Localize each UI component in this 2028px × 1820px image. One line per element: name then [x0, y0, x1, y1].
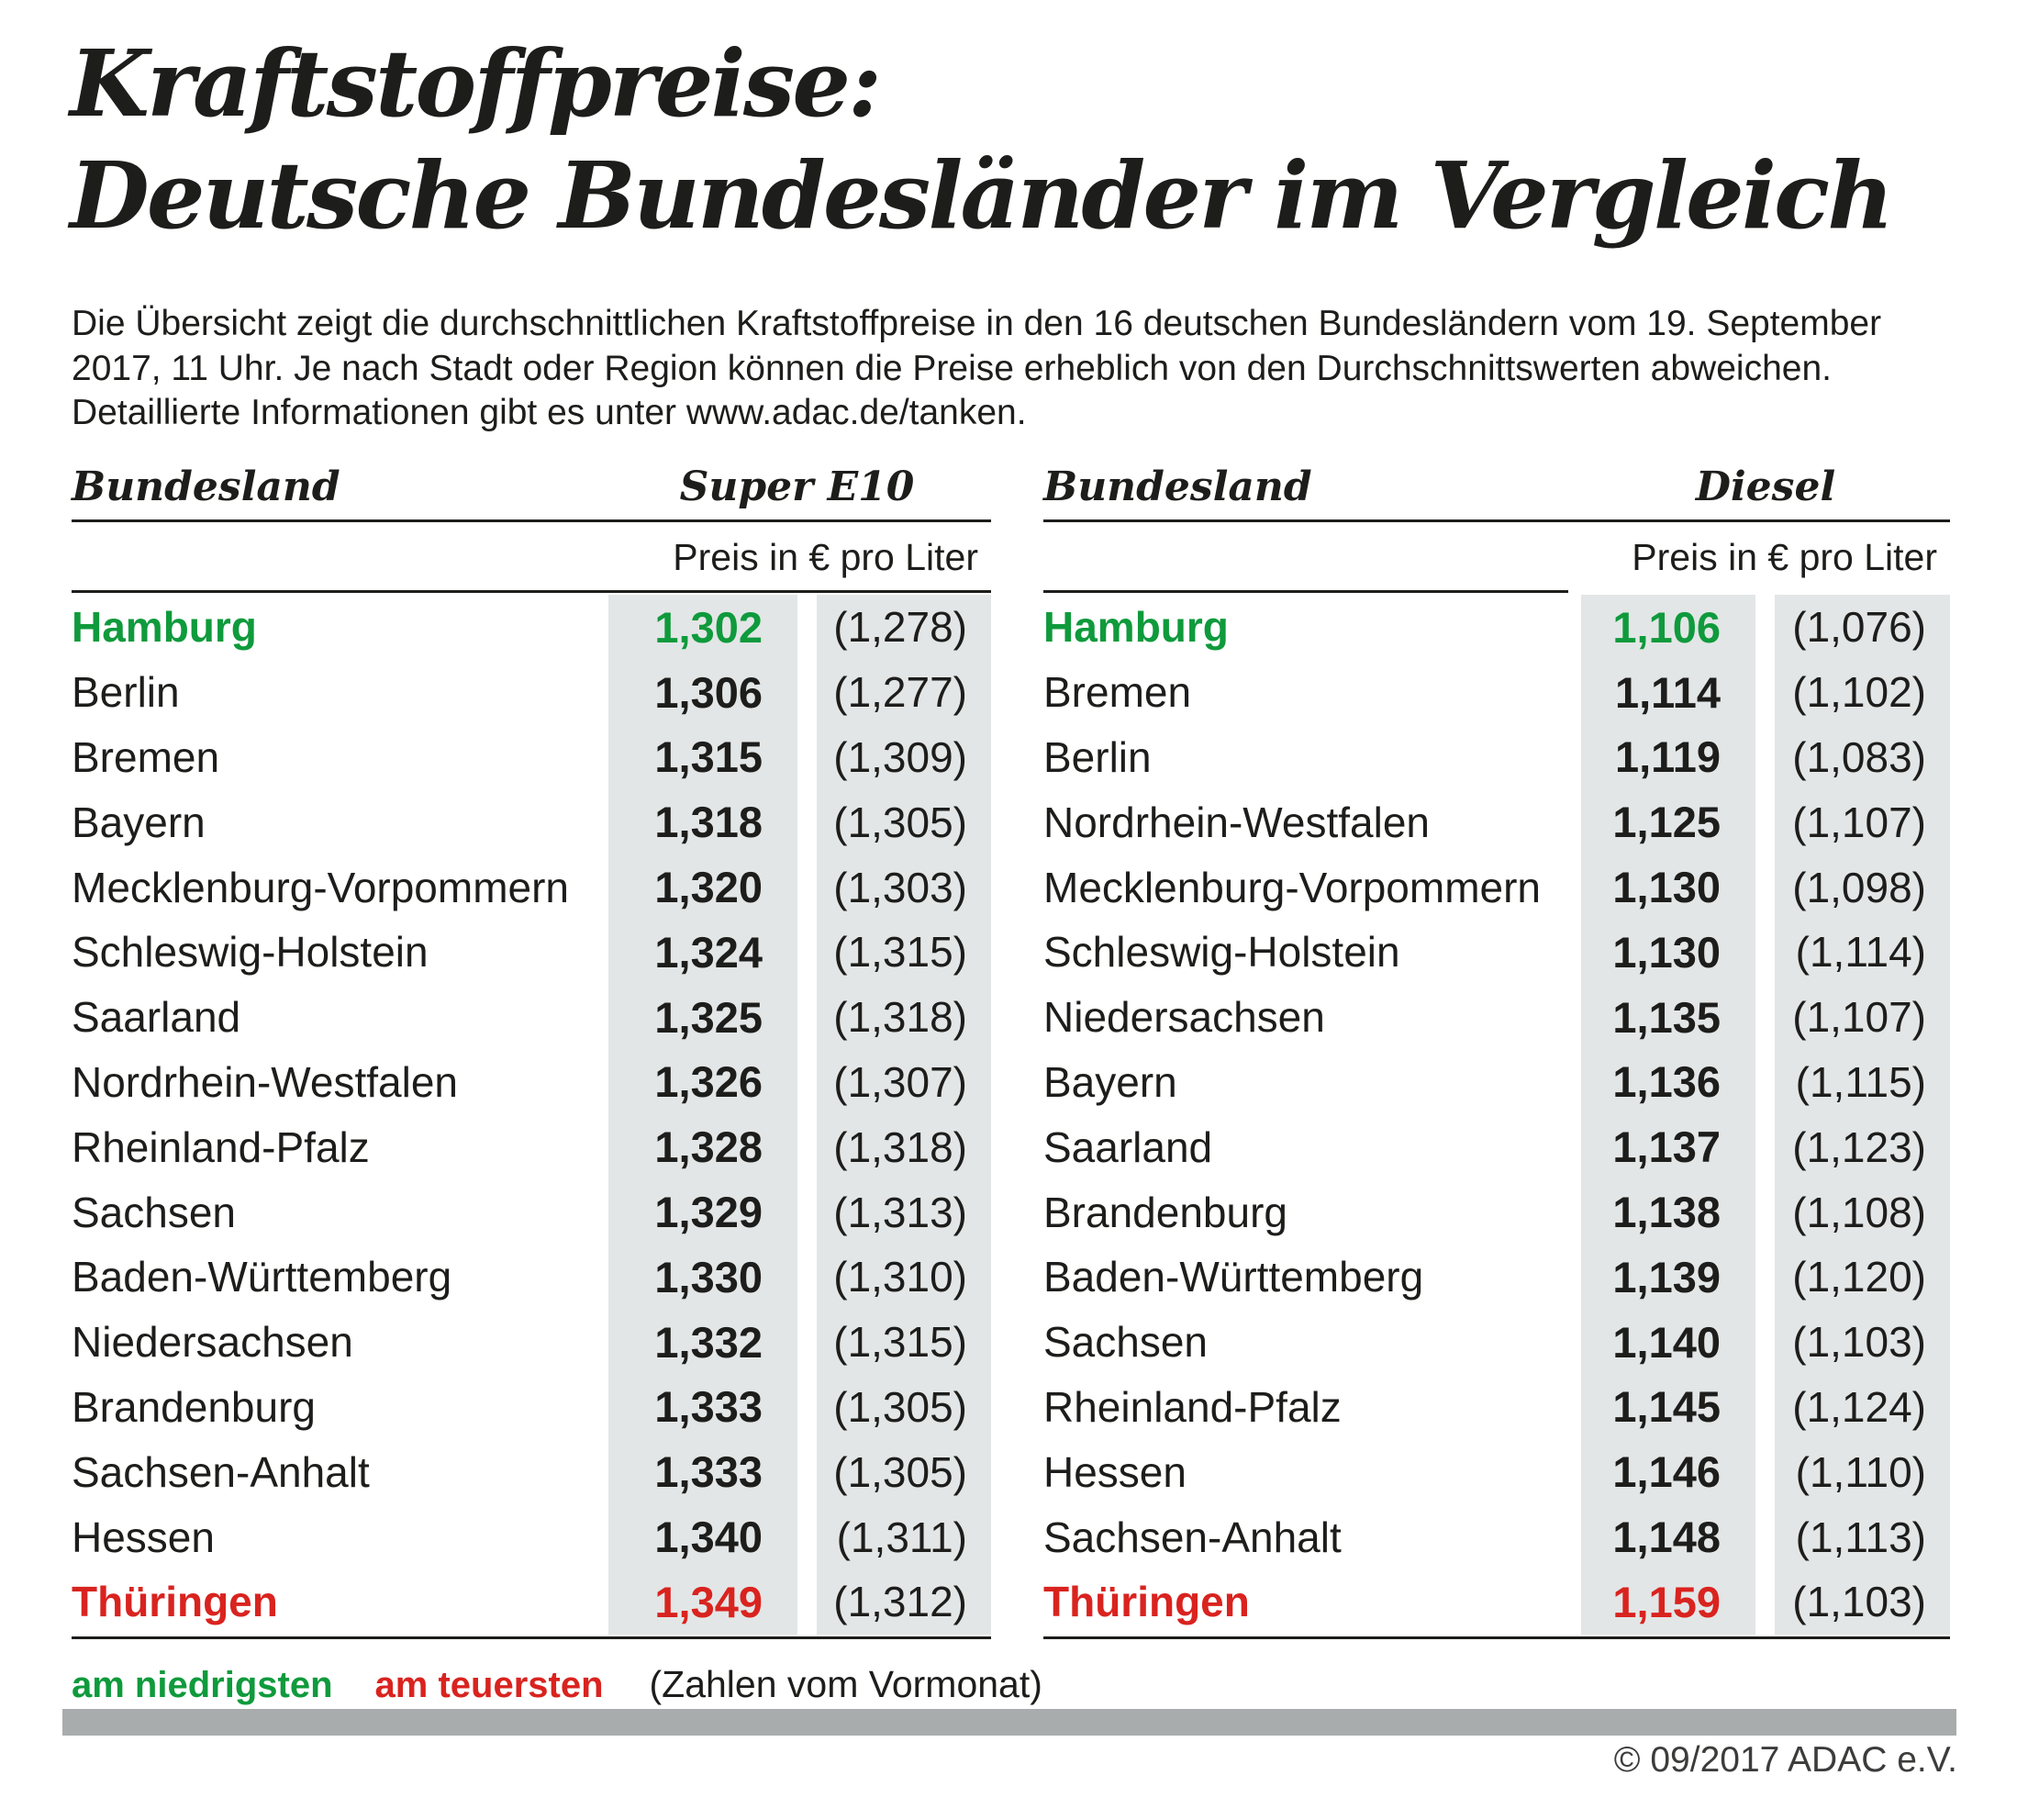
table-row: [1043, 985, 1950, 1050]
price-previous: (1,307): [817, 1050, 991, 1115]
super-e10-table: [72, 0, 991, 1820]
state-name: Sachsen: [1043, 1318, 1209, 1367]
page-title-line2: Deutsche Bundesländer im Vergleich: [70, 141, 1892, 250]
state-name: Bayern: [1043, 1057, 1177, 1106]
table-row: [72, 789, 991, 854]
price-current: 1,320: [608, 854, 797, 920]
bottom-rule: [1043, 1636, 1950, 1639]
table-row: [1043, 1569, 1950, 1635]
state-name: Berlin: [1043, 732, 1152, 781]
state-name: Baden-Württemberg: [1043, 1253, 1424, 1301]
table-row: [1043, 920, 1950, 985]
table-row: [1043, 1179, 1950, 1245]
table-row: [72, 920, 991, 985]
state-name: Nordrhein-Westfalen: [1043, 798, 1431, 846]
price-previous: (1,318): [817, 985, 991, 1050]
price-previous: (1,305): [817, 1375, 991, 1440]
unit-label: Preis in € pro Liter: [673, 536, 978, 578]
price-current: 1,302: [608, 595, 797, 660]
table-row: [1043, 660, 1950, 725]
table-row: [72, 1569, 991, 1635]
table-row: [72, 1179, 991, 1245]
price-current: 1,306: [608, 660, 797, 725]
state-name: Saarland: [72, 993, 241, 1042]
state-name: Hamburg: [72, 603, 257, 652]
price-current: 1,114: [1581, 660, 1755, 725]
table-row: [72, 1114, 991, 1179]
price-current: 1,136: [1581, 1050, 1755, 1115]
table-row: [1043, 1504, 1950, 1569]
subheader-rule: [72, 590, 991, 593]
table-row: [1043, 1050, 1950, 1115]
diesel-rows: [1043, 595, 1950, 1635]
copyright-text: © 09/2017 ADAC e.V.: [1613, 1740, 1957, 1780]
price-current: 1,318: [608, 789, 797, 854]
legend-highest: am teuersten: [374, 1665, 604, 1705]
price-previous: (1,103): [1775, 1310, 1950, 1375]
price-previous: (1,315): [817, 1310, 991, 1375]
table-row: [72, 660, 991, 725]
price-current: 1,333: [608, 1439, 797, 1504]
price-current: 1,125: [1581, 789, 1755, 854]
table-row: [1043, 595, 1950, 660]
state-name: Sachsen-Anhalt: [1043, 1513, 1342, 1561]
state-name: Brandenburg: [1043, 1188, 1287, 1236]
price-current: 1,325: [608, 985, 797, 1050]
state-name: Schleswig-Holstein: [1043, 928, 1400, 977]
table-row: [72, 1310, 991, 1375]
state-name: Brandenburg: [72, 1382, 316, 1431]
price-current: 1,139: [1581, 1245, 1755, 1310]
legend-note: (Zahlen vom Vormonat): [649, 1663, 1042, 1705]
state-name: Saarland: [1043, 1122, 1213, 1171]
price-current: 1,146: [1581, 1439, 1755, 1504]
price-previous: (1,124): [1775, 1375, 1950, 1440]
state-name: Bremen: [1043, 668, 1192, 717]
price-previous: (1,108): [1775, 1179, 1950, 1245]
state-name: Mecklenburg-Vorpommern: [1043, 863, 1542, 911]
table-row: [1043, 1375, 1950, 1440]
price-current: 1,130: [1581, 920, 1755, 985]
price-current: 1,130: [1581, 854, 1755, 920]
price-previous: (1,115): [1775, 1050, 1950, 1115]
state-name: Hamburg: [1043, 603, 1229, 652]
state-name: Hessen: [72, 1513, 215, 1561]
super-e10-rows: [72, 595, 991, 1635]
column-header-super-e10: Super E10: [679, 463, 915, 510]
price-previous: (1,310): [817, 1245, 991, 1310]
price-current: 1,328: [608, 1114, 797, 1179]
table-row: [72, 595, 991, 660]
price-previous: (1,313): [817, 1179, 991, 1245]
price-current: 1,326: [608, 1050, 797, 1115]
column-header-bundesland: Bundesland: [1043, 463, 1312, 510]
price-previous: (1,305): [817, 789, 991, 854]
column-header-bundesland: Bundesland: [72, 463, 340, 510]
price-current: 1,332: [608, 1310, 797, 1375]
price-current: 1,137: [1581, 1114, 1755, 1179]
state-name: Schleswig-Holstein: [72, 928, 429, 977]
price-previous: (1,102): [1775, 660, 1950, 725]
state-name: Mecklenburg-Vorpommern: [72, 863, 570, 911]
price-previous: (1,277): [817, 660, 991, 725]
table-row: [1043, 789, 1950, 854]
state-name: Rheinland-Pfalz: [1043, 1382, 1342, 1431]
price-previous: (1,312): [817, 1569, 991, 1635]
price-current: 1,145: [1581, 1375, 1755, 1440]
price-previous: (1,318): [817, 1114, 991, 1179]
legend-lowest: am niedrigsten: [72, 1665, 333, 1705]
bottom-rule: [72, 1636, 991, 1639]
state-name: Sachsen: [72, 1188, 237, 1236]
price-previous: (1,123): [1775, 1114, 1950, 1179]
price-current: 1,324: [608, 920, 797, 985]
state-name: Thüringen: [72, 1578, 278, 1626]
state-name: Niedersachsen: [72, 1318, 353, 1367]
unit-label: Preis in € pro Liter: [1632, 536, 1937, 578]
table-row: [72, 1439, 991, 1504]
divider-bar: [62, 1709, 1956, 1736]
state-name: Bremen: [72, 732, 220, 781]
state-name: Berlin: [72, 668, 180, 717]
table-row: [72, 985, 991, 1050]
header-rule: [1043, 519, 1950, 522]
price-previous: (1,107): [1775, 985, 1950, 1050]
table-row: [1043, 854, 1950, 920]
table-row: [1043, 1245, 1950, 1310]
intro-text: Die Übersicht zeigt die durchschnittlichen Kraftstoffpreise in den 16 deutschen Bundesländern vom 19. September 2017, 11 Uhr. Je nach Stadt oder Region können die Preise erheblich von den Durchschnittswerten abweichen. Detaillierte Informationen gibt es unter www.adac.de/tanken.: [72, 304, 1882, 432]
table-row: [1043, 1439, 1950, 1504]
table-row: [72, 1504, 991, 1569]
price-previous: (1,278): [817, 595, 991, 660]
state-name: Bayern: [72, 798, 206, 846]
price-previous: (1,309): [817, 725, 991, 790]
table-row: [72, 725, 991, 790]
price-previous: (1,103): [1775, 1569, 1950, 1635]
state-name: Sachsen-Anhalt: [72, 1447, 370, 1496]
price-previous: (1,083): [1775, 725, 1950, 790]
price-current: 1,333: [608, 1375, 797, 1440]
price-previous: (1,110): [1775, 1439, 1950, 1504]
table-row: [72, 1375, 991, 1440]
price-current: 1,315: [608, 725, 797, 790]
price-current: 1,140: [1581, 1310, 1755, 1375]
state-name: Niedersachsen: [1043, 993, 1325, 1042]
state-name: Nordrhein-Westfalen: [72, 1057, 459, 1106]
diesel-table: [1043, 0, 1950, 1820]
table-row: [1043, 1310, 1950, 1375]
price-current: 1,119: [1581, 725, 1755, 790]
price-current: 1,329: [608, 1179, 797, 1245]
state-name: Baden-Württemberg: [72, 1253, 452, 1301]
state-name: Rheinland-Pfalz: [72, 1122, 370, 1171]
price-previous: (1,114): [1775, 920, 1950, 985]
price-previous: (1,076): [1775, 595, 1950, 660]
table-row: [1043, 1114, 1950, 1179]
price-previous: (1,315): [817, 920, 991, 985]
state-name: Thüringen: [1043, 1578, 1250, 1626]
table-row: [72, 854, 991, 920]
price-current: 1,349: [608, 1569, 797, 1635]
table-row: [72, 1050, 991, 1115]
price-current: 1,340: [608, 1504, 797, 1569]
price-current: 1,135: [1581, 985, 1755, 1050]
price-previous: (1,311): [817, 1504, 991, 1569]
price-previous: (1,098): [1775, 854, 1950, 920]
header-rule: [72, 519, 991, 522]
price-current: 1,106: [1581, 595, 1755, 660]
price-previous: (1,120): [1775, 1245, 1950, 1310]
legend: [72, 1663, 1042, 1706]
column-header-diesel: Diesel: [1695, 463, 1836, 510]
table-row: [1043, 725, 1950, 790]
price-previous: (1,303): [817, 854, 991, 920]
state-name: Hessen: [1043, 1447, 1187, 1496]
price-current: 1,138: [1581, 1179, 1755, 1245]
price-previous: (1,107): [1775, 789, 1950, 854]
price-previous: (1,113): [1775, 1504, 1950, 1569]
price-previous: (1,305): [817, 1439, 991, 1504]
price-current: 1,159: [1581, 1569, 1755, 1635]
price-current: 1,330: [608, 1245, 797, 1310]
subheader-rule: [1043, 590, 1568, 593]
page-title-line1: Kraftstoffpreise:: [70, 29, 880, 138]
price-current: 1,148: [1581, 1504, 1755, 1569]
table-row: [72, 1245, 991, 1310]
